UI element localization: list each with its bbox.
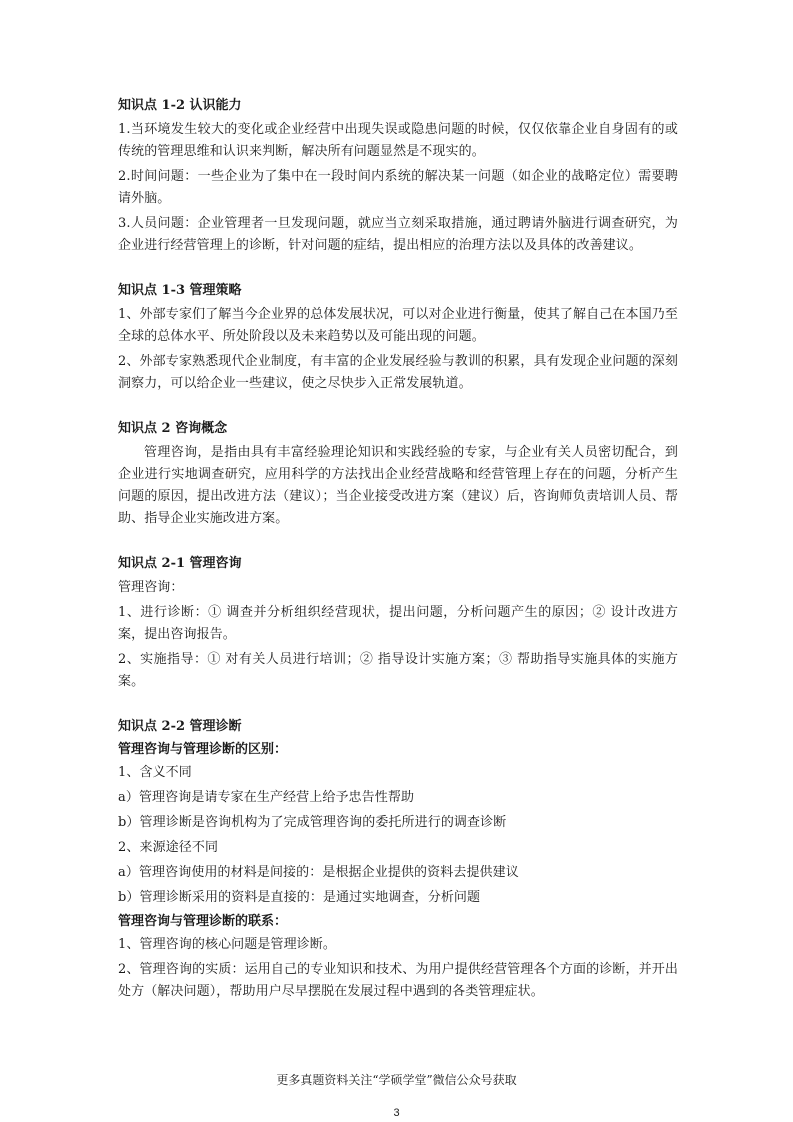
section-2-1 — [118, 554, 678, 693]
list-item: 2、管理咨询的实质：运用自己的专业知识和技术、为用户提供经营管理各个方面的诊断，并开出处方（解决问题），帮助用户尽早摆脱在发展过程中遇到的各类管理症状。 — [118, 962, 678, 999]
section-1-3 — [118, 281, 678, 395]
section-heading: 知识点 2-1 管理咨询 — [118, 556, 242, 571]
paragraph: 1、外部专家们了解当今企业界的总体发展状况，可以对企业进行衡量，使其了解自己在本国乃至全球的总体水平、所处阶段以及未来趋势以及可能出现的问题。 — [118, 307, 678, 344]
list-item: 2、来源途径不同 — [118, 840, 219, 855]
section-heading: 知识点 2 咨询概念 — [118, 421, 228, 436]
section-1-2 — [118, 96, 678, 257]
list-item: b）管理诊断是咨询机构为了完成管理咨询的委托所进行的调查诊断 — [118, 815, 507, 830]
section-heading: 知识点 1-3 管理策略 — [118, 283, 242, 298]
list-item: 1、管理咨询的核心问题是管理诊断。 — [118, 937, 336, 952]
list-item: a）管理咨询使用的材料是间接的：是根据企业提供的资料去提供建议 — [118, 865, 519, 880]
paragraph: 2、外部专家熟悉现代企业制度，有丰富的企业发展经验与教训的积累，具有发现企业问题的深刻洞察力，可以给企业一些建议，使之尽快步入正常发展轨道。 — [118, 354, 678, 391]
section-heading: 知识点 2-2 管理诊断 — [118, 719, 242, 734]
page-content — [118, 96, 678, 1027]
list-item: 1、含义不同 — [118, 765, 192, 780]
subheading: 管理咨询与管理诊断的区别： — [118, 742, 288, 757]
section-2-2 — [118, 717, 678, 1003]
subheading: 管理咨询与管理诊断的联系： — [118, 914, 288, 929]
paragraph: 3.人员问题：企业管理者一旦发现问题，就应当立刻采取措施，通过聘请外脑进行调查研究，为企业进行经营管理上的诊断，针对问题的症结，提出相应的治理方法以及具体的改善建议。 — [118, 216, 678, 253]
page-footer: 更多真题资料关注“学硕学堂”微信公众号获取 — [276, 1073, 517, 1087]
list-item: b）管理诊断采用的资料是直接的：是通过实地调查，分析问题 — [118, 890, 481, 905]
paragraph: 管理咨询，是指由具有丰富经验理论知识和实践经验的专家，与企业有关人员密切配合，到企业进行实地调查研究，应用科学的方法找出企业经营战略和经营管理上存在的问题，分析产生问题的原因，提出改进方法（建议）；当企业接受改进方案（建议）后，咨询师负责培训人员、帮助、指导企业实施改进方案。 — [118, 445, 678, 526]
section-heading: 知识点 1-2 认识能力 — [118, 98, 242, 113]
paragraph: 1、进行诊断：① 调查并分析组织经营现状，提出问题，分析问题产生的原因；② 设计改进方案，提出咨询报告。 — [118, 605, 678, 642]
list-item: a）管理咨询是请专家在生产经营上给予忠告性帮助 — [118, 790, 415, 805]
paragraph: 1.当环境发生较大的变化或企业经营中出现失误或隐患问题的时候，仅仅依靠企业自身固有的或传统的管理思维和认识来判断，解决所有问题显然是不现实的。 — [118, 122, 678, 159]
paragraph: 2、实施指导：① 对有关人员进行培训；② 指导设计实施方案；③ 帮助指导实施具体的实施方案。 — [118, 652, 678, 689]
paragraph: 管理咨询： — [118, 580, 184, 595]
section-2 — [118, 419, 678, 530]
paragraph: 2.时间问题：一些企业为了集中在一段时间内系统的解决某一问题（如企业的战略定位）需要聘请外脑。 — [118, 169, 678, 206]
page-number: 3 — [393, 1107, 400, 1119]
